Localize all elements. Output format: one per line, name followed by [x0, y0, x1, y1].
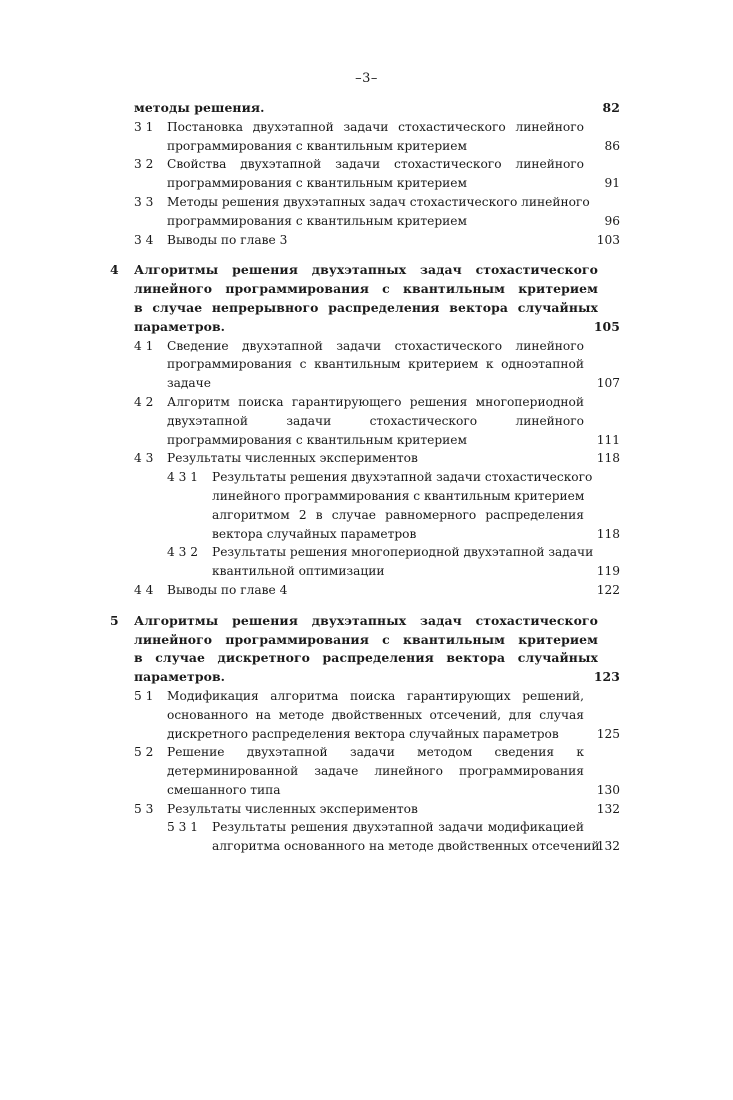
toc-section-entry[interactable]	[110, 393, 620, 449]
toc-entry-title-line: задаче	[167, 376, 211, 391]
toc-entry-page: 111	[596, 432, 620, 447]
toc-entry-page: 103	[596, 232, 620, 247]
toc-subsection-entry[interactable]	[110, 468, 620, 543]
toc-entry-title-line: Алгоритм поиска гарантирующего решения многопериодной	[167, 394, 584, 409]
toc-entry-number: 4 4	[134, 582, 154, 597]
toc-entry-title	[167, 449, 584, 468]
toc-entry-page: 91	[604, 176, 620, 191]
toc-entry-title-line: детерминированной задаче линейного программирования	[167, 764, 584, 779]
toc-entry-title	[167, 581, 584, 600]
toc-entry-title-line: программирования с квантильным критерием	[167, 176, 467, 191]
toc-entry-number: 3 2	[134, 157, 154, 172]
toc-entry-title-line: квантильной оптимизации	[212, 564, 385, 579]
toc-entry-page: 86	[604, 138, 620, 153]
toc-entry-title-line: смешанного типа	[167, 782, 281, 797]
table-of-contents	[110, 99, 620, 856]
toc-entry-title-line: Методы решения двухэтапных задач стохастического линейного	[167, 194, 590, 209]
toc-entry-number: 4	[110, 262, 119, 278]
toc-entry-title-line: дискретного распределения вектора случайных параметров	[167, 726, 559, 741]
toc-entry-number: 4 3 1	[167, 470, 199, 485]
toc-entry-title-line: Модификация алгоритма поиска гарантирующих решений,	[167, 688, 584, 703]
toc-entry-title	[167, 118, 584, 156]
toc-entry-title-line: алгоритмом 2 в случае равномерного распределения	[212, 507, 584, 522]
toc-entry-page: 105	[593, 318, 620, 334]
toc-section-entry[interactable]	[110, 581, 620, 600]
toc-entry-number: 4 3 2	[167, 545, 199, 560]
toc-entry-title	[167, 337, 584, 393]
toc-section-entry[interactable]	[110, 687, 620, 743]
toc-entry-page: 125	[596, 726, 620, 741]
toc-entry-title-line: линейного программирования с квантильным критерием	[212, 488, 585, 503]
toc-subsection-entry[interactable]	[110, 543, 620, 581]
toc-entry-title-line: Результаты численных экспериментов	[167, 801, 418, 816]
toc-entry-title	[134, 612, 598, 687]
toc-entry-page: 96	[604, 213, 620, 228]
toc-subsection-entry[interactable]	[110, 818, 620, 856]
toc-entry-title-line: методы решения.	[134, 100, 265, 115]
toc-entry-title-line: Результаты решения двухэтапной задачи стохастического	[212, 470, 593, 485]
toc-entry-title-line: вектора случайных параметров	[212, 526, 417, 541]
toc-entry-title	[134, 99, 584, 118]
toc-section-entry[interactable]	[110, 337, 620, 393]
toc-entry-title-line: линейного программирования с квантильным критерием	[134, 281, 598, 297]
toc-section-entry[interactable]	[110, 800, 620, 819]
toc-entry-title	[167, 193, 590, 231]
toc-entry-page: 119	[596, 564, 620, 579]
toc-entry-title-line: Алгоритмы решения двухэтапных задач стохастического	[134, 262, 598, 278]
toc-entry-number: 5	[110, 612, 119, 628]
toc-entry-title-line: в случае дискретного распределения вектора случайных	[134, 650, 598, 666]
toc-entry-title	[212, 818, 600, 856]
page-number: –3–	[355, 71, 378, 86]
toc-entry-title-line: линейного программирования с квантильным критерием	[134, 631, 598, 647]
toc-entry-title-line: Выводы по главе 3	[167, 232, 288, 247]
toc-entry-number: 5 3	[134, 801, 154, 816]
toc-entry-title	[212, 543, 594, 581]
toc-entry-number: 4 1	[134, 338, 154, 353]
toc-entry-title-line: программирования с квантильным критерием	[167, 432, 467, 447]
toc-section-entry[interactable]	[110, 99, 620, 118]
toc-chapter-entry[interactable]	[110, 612, 620, 687]
toc-entry-title	[167, 800, 584, 819]
toc-entry-title-line: программирования с квантильным критерием	[167, 213, 467, 228]
toc-entry-title-line: основанного на методе двойственных отсечений, для случая	[167, 707, 584, 722]
toc-entry-title-line: Результаты численных экспериментов	[167, 451, 418, 466]
toc-entry-title-line: параметров.	[134, 669, 226, 685]
toc-entry-title-line: Решение двухэтапной задачи методом сведения к	[167, 745, 584, 760]
toc-entry-number: 3 3	[134, 194, 154, 209]
toc-entry-page: 130	[596, 782, 620, 797]
toc-entry-title	[212, 468, 593, 543]
toc-entry-title-line: Результаты решения многопериодной двухэтапной задачи	[212, 545, 594, 560]
toc-entry-title-line: параметров.	[134, 318, 226, 334]
toc-entry-number: 4 2	[134, 394, 154, 409]
toc-entry-title	[167, 687, 584, 743]
toc-entry-title-line: двухэтапной задачи стохастического линейного	[167, 413, 584, 428]
toc-entry-title	[134, 261, 598, 336]
toc-entry-title-line: Постановка двухэтапной задачи стохастического линейного	[167, 119, 584, 134]
toc-entry-number: 3 1	[134, 119, 154, 134]
toc-entry-page: 118	[596, 451, 620, 466]
toc-entry-page: 132	[596, 801, 620, 816]
toc-entry-title	[167, 231, 584, 250]
toc-entry-number: 5 3 1	[167, 820, 199, 835]
toc-entry-title	[167, 393, 584, 449]
toc-entry-title-line: в случае непрерывного распределения вектора случайных	[134, 299, 598, 315]
toc-entry-title-line: программирования с квантильным критерием к одноэтапной	[167, 357, 584, 372]
toc-entry-title	[167, 743, 584, 799]
toc-entry-title-line: алгоритма основанного на методе двойственных отсечений	[212, 839, 600, 854]
toc-entry-title	[167, 155, 584, 193]
toc-section-entry[interactable]	[110, 743, 620, 799]
toc-entry-page: 118	[596, 526, 620, 541]
toc-section-entry[interactable]	[110, 193, 620, 231]
toc-entry-title-line: программирования с квантильным критерием	[167, 138, 467, 153]
toc-entry-page: 107	[596, 376, 620, 391]
toc-entry-number: 4 3	[134, 451, 154, 466]
toc-entry-page: 82	[602, 100, 620, 115]
toc-entry-page: 122	[596, 582, 620, 597]
toc-section-entry[interactable]	[110, 231, 620, 250]
toc-entry-title-line: Результаты решения двухэтапной задачи модификацией	[212, 820, 584, 835]
toc-entry-number: 3 4	[134, 232, 154, 247]
toc-entry-title-line: Выводы по главе 4	[167, 582, 288, 597]
toc-entry-number: 5 1	[134, 688, 154, 703]
toc-entry-title-line: Свойства двухэтапной задачи стохастического линейного	[167, 157, 584, 172]
toc-chapter-entry[interactable]	[110, 261, 620, 336]
toc-entry-title-line: Алгоритмы решения двухэтапных задач стохастического	[134, 612, 598, 628]
toc-section-entry[interactable]	[110, 118, 620, 156]
toc-entry-page: 123	[593, 669, 620, 685]
toc-entry-number: 5 2	[134, 745, 154, 760]
toc-entry-title-line: Сведение двухэтапной задачи стохастического линейного	[167, 338, 584, 353]
toc-section-entry[interactable]	[110, 449, 620, 468]
toc-entry-page: 132	[596, 839, 620, 854]
toc-section-entry[interactable]	[110, 155, 620, 193]
